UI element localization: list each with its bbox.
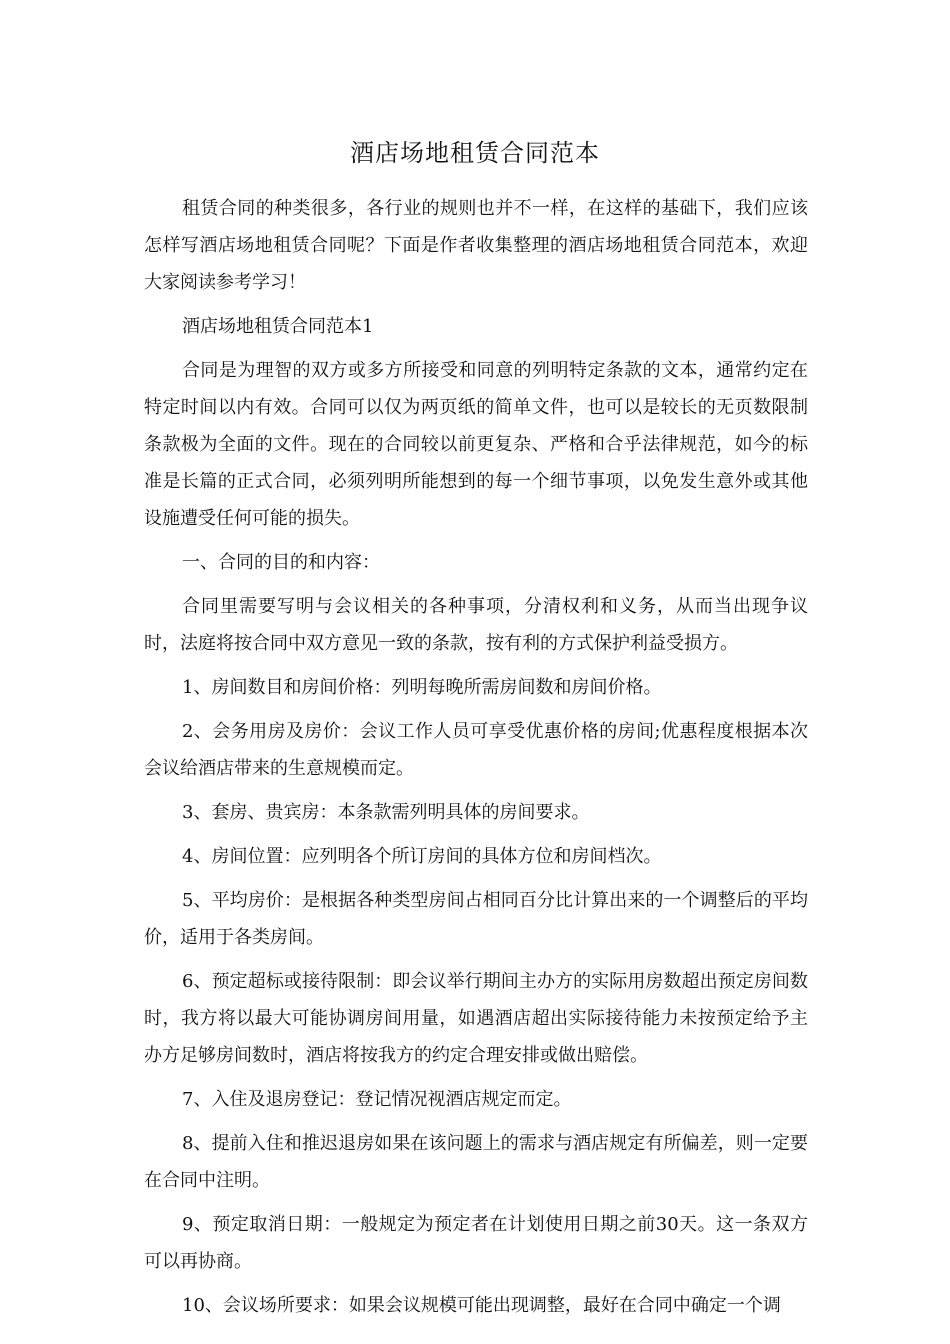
list-item: 2、会务用房及房价：会议工作人员可享受优惠价格的房间;优惠程度根据本次会议给酒店带来的生意规模而定。 [144, 721, 808, 779]
list-item: 4、房间位置：应列明各个所订房间的具体方位和房间档次。 [182, 846, 662, 867]
list-item: 7、入住及退房登记：登记情况视酒店规定而定。 [182, 1089, 572, 1110]
paragraph: 合同是为理智的双方或多方所接受和同意的列明特定条款的文本，通常约定在特定时间以内有效。合同可以仅为两页纸的简单文件，也可以是较长的无页数限制条款极为全面的文件。现在的合同较以前更复杂、严格和合乎法律规范，如今的标准是长篇的正式合同，必须列明所能想到的每一个细节事项，以免发生意外或其他设施遭受任何可能的损失。 [144, 360, 808, 529]
list-item: 6、预定超标或接待限制：即会议举行期间主办方的实际用房数超出预定房间数时，我方将以最大可能协调房间用量，如遇酒店超出实际接待能力未按预定给予主办方足够房间数时，酒店将按我方的约定合理安排或做出赔偿。 [144, 971, 808, 1066]
list-item: 1、房间数目和房间价格：列明每晚所需房间数和房间价格。 [182, 677, 662, 698]
section-heading: 酒店场地租赁合同范本1 [182, 316, 374, 337]
list-item: 9、预定取消日期：一般规定为预定者在计划使用日期之前30天。这一条双方可以再协商。 [144, 1214, 808, 1272]
paragraph: 合同里需要写明与会议相关的各种事项，分清权利和义务，从而当出现争议时，法庭将按合同中双方意见一致的条款，按有利的方式保护利益受损方。 [144, 596, 808, 654]
list-item: 8、提前入住和推迟退房如果在该问题上的需求与酒店规定有所偏差，则一定要在合同中注明。 [144, 1133, 808, 1191]
document-title: 酒店场地租赁合同范本 [350, 139, 600, 167]
list-item: 10、会议场所要求：如果会议规模可能出现调整，最好在合同中确定一个调 [182, 1295, 781, 1316]
list-item: 3、套房、贵宾房：本条款需列明具体的房间要求。 [182, 802, 590, 823]
list-item: 5、平均房价：是根据各种类型房间占相同百分比计算出来的一个调整后的平均价，适用于各类房间。 [144, 890, 808, 948]
subsection-heading: 一、合同的目的和内容： [182, 552, 380, 573]
document-body [144, 190, 808, 1331]
paragraph-intro: 租赁合同的种类很多，各行业的规则也并不一样，在这样的基础下，我们应该怎样写酒店场地租赁合同呢？下面是作者收集整理的酒店场地租赁合同范本，欢迎大家阅读参考学习！ [144, 198, 808, 293]
